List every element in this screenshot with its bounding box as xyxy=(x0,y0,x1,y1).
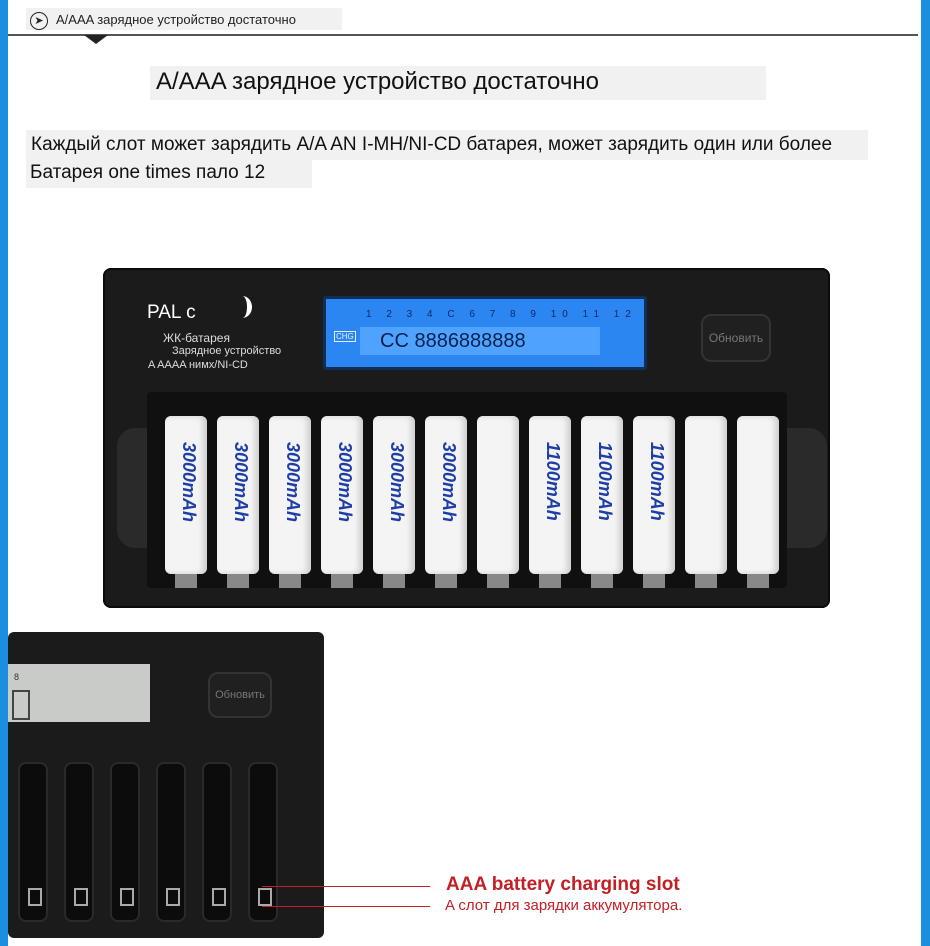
arrow-right-circle-icon[interactable]: ➤ xyxy=(30,12,48,30)
battery-contact xyxy=(643,574,665,588)
right-accent-bar xyxy=(921,0,930,946)
battery-capacity-label: 1100mAh xyxy=(543,442,563,521)
brand-logo-icon xyxy=(233,296,252,318)
battery-capacity-label: 3000mAh xyxy=(335,442,355,523)
lcd-chg-indicator: CHG xyxy=(336,332,354,341)
charging-slot xyxy=(64,762,94,922)
slot-contact xyxy=(258,888,272,906)
callout-russian: A слот для зарядки аккумулятора. xyxy=(445,897,683,914)
charger-subtitle-1: ЖК-батарея xyxy=(163,331,230,345)
battery-cell xyxy=(633,416,675,574)
battery-contact xyxy=(175,574,197,588)
battery-contact xyxy=(539,574,561,588)
battery-contact xyxy=(435,574,457,588)
charger-subtitle-2: Зарядное устройство xyxy=(172,345,282,357)
battery-contact xyxy=(695,574,717,588)
battery-capacity-label: 3000mAh xyxy=(179,442,199,523)
battery-capacity-label: 3000mAh xyxy=(283,442,303,523)
battery-cells xyxy=(165,416,775,586)
description-line-1: Каждый слот может зарядить A/A AN I-MH/NI-CD батарея, может зарядить один или более xyxy=(31,134,833,155)
battery-cell xyxy=(269,416,311,574)
battery-contact xyxy=(279,574,301,588)
charging-slot xyxy=(156,762,186,922)
charger-subtitle-3: A AAAA нимх/NI-CD xyxy=(148,359,248,371)
battery-cell xyxy=(581,416,623,574)
battery-capacity-label: 3000mAh xyxy=(439,442,459,523)
refresh-button: Обновить xyxy=(701,314,771,362)
battery-contact xyxy=(227,574,249,588)
battery-icon xyxy=(12,690,30,720)
slot-contact xyxy=(28,888,42,906)
divider xyxy=(8,34,918,36)
battery-cell xyxy=(477,416,519,574)
battery-capacity-label xyxy=(693,442,719,552)
battery-capacity-label: 3000mAh xyxy=(387,442,407,523)
charger-closeup-image xyxy=(8,632,324,938)
left-accent-bar xyxy=(0,0,8,946)
battery-contact xyxy=(591,574,613,588)
breadcrumb-label[interactable]: A/AAA зарядное устройство достаточно xyxy=(56,12,296,27)
battery-contact xyxy=(487,574,509,588)
charging-slot xyxy=(202,762,232,922)
slot-contact xyxy=(120,888,134,906)
battery-capacity-label xyxy=(485,442,511,552)
battery-cell xyxy=(529,416,571,574)
lcd-display xyxy=(323,296,647,370)
battery-capacity-label: 3000mAh xyxy=(231,442,251,523)
slot-contact xyxy=(166,888,180,906)
battery-capacity-label xyxy=(745,442,771,552)
slot-contact xyxy=(212,888,226,906)
battery-cell xyxy=(217,416,259,574)
battery-cell xyxy=(165,416,207,574)
battery-contact xyxy=(383,574,405,588)
pointer-triangle-icon xyxy=(84,35,108,44)
battery-cell xyxy=(425,416,467,574)
page-title: A/AAA зарядное устройство достаточно xyxy=(156,68,599,95)
charging-slot xyxy=(18,762,48,922)
charger-image xyxy=(103,268,830,608)
brand-name: PAL c xyxy=(147,302,196,323)
closeup-lcd-number: 8 xyxy=(14,672,20,682)
charging-slot xyxy=(110,762,140,922)
battery-capacity-label: 1100mAh xyxy=(595,442,615,521)
callout-english: AAA battery charging slot xyxy=(446,874,680,895)
battery-capacity-label: 1100mAh xyxy=(647,442,667,521)
callout-line-1 xyxy=(262,886,430,887)
battery-contact xyxy=(747,574,769,588)
charging-slot xyxy=(248,762,278,922)
battery-cell xyxy=(373,416,415,574)
slot-contact xyxy=(74,888,88,906)
battery-cell xyxy=(321,416,363,574)
lcd-readout: CC 8886888888 xyxy=(360,327,600,355)
closeup-refresh-button: Обновить xyxy=(208,672,272,718)
battery-cell xyxy=(685,416,727,574)
battery-cell xyxy=(737,416,779,574)
description-line-2: Батарея one times пало 12 xyxy=(30,162,266,183)
callout-line-2 xyxy=(262,906,430,907)
lcd-slot-numbers: 1 2 3 4 C 6 7 8 9 10 11 12 xyxy=(366,309,637,320)
battery-contact xyxy=(331,574,353,588)
